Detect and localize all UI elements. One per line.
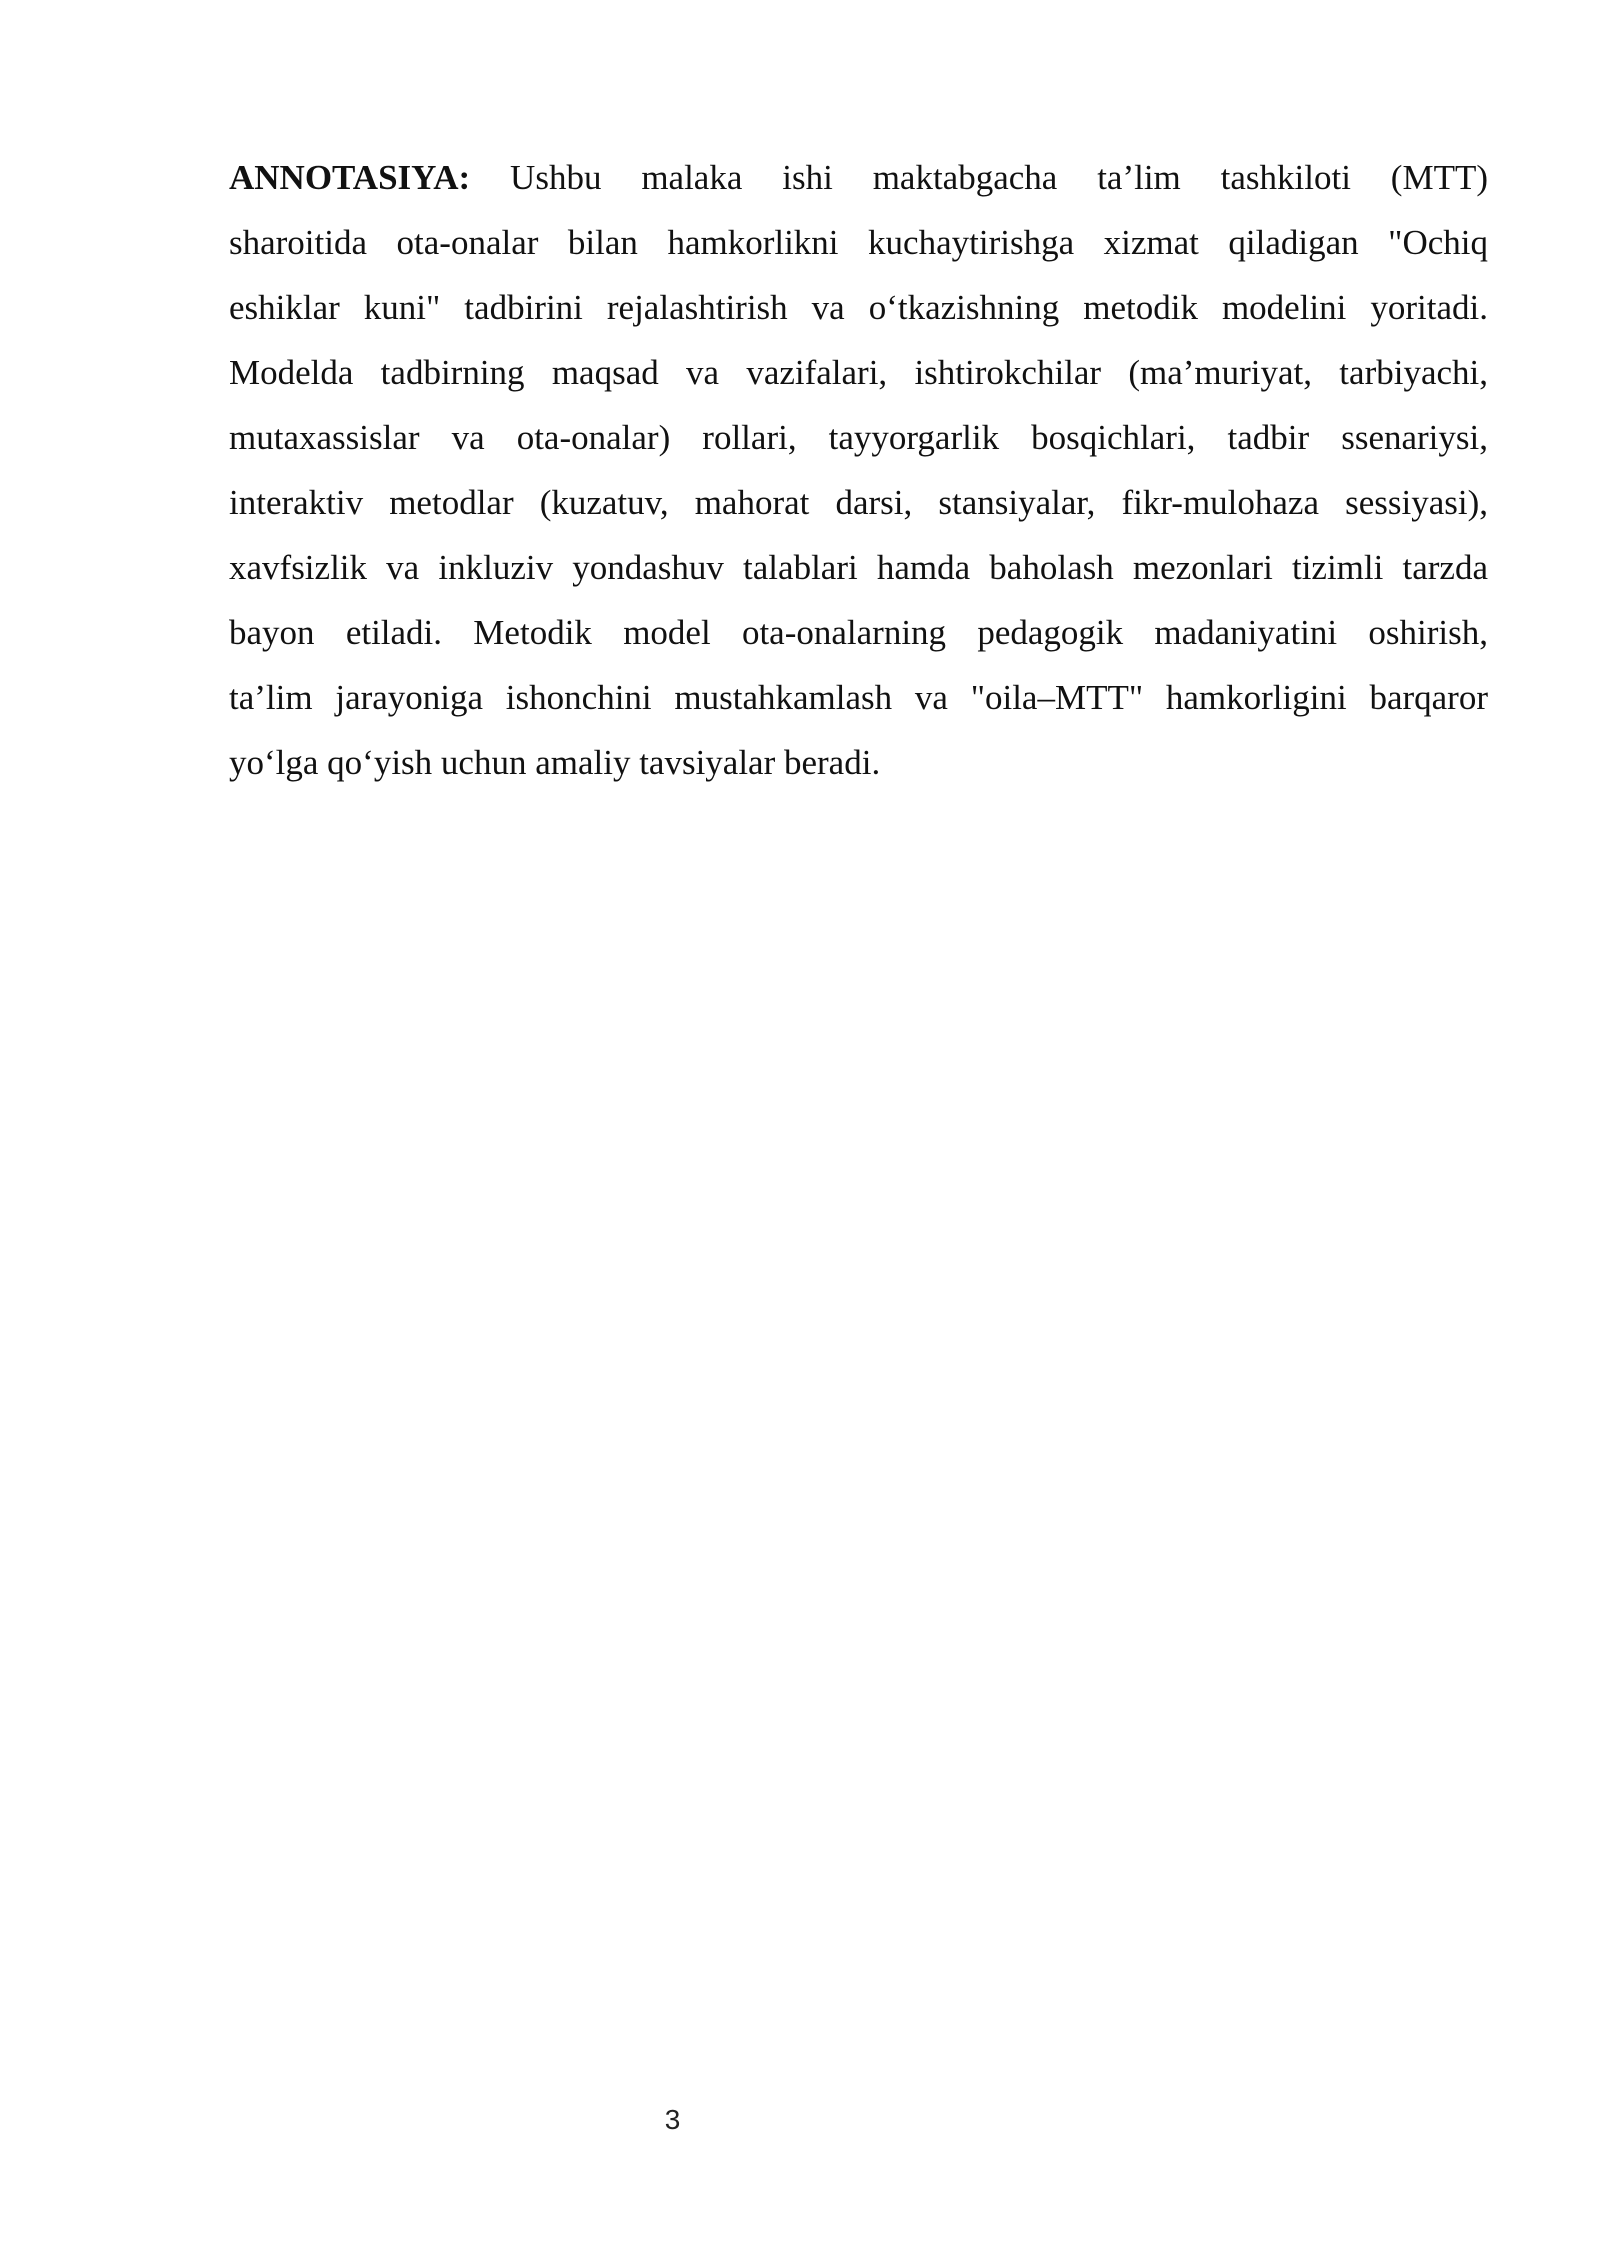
paragraph-line-3: eshiklar kuni" tadbirini rejalashtirish va o‘tkazishning metodik modelini yoritadi. — [229, 288, 1488, 327]
paragraph-line-8: bayon etiladi. Metodik model ota-onalarning pedagogik madaniyatini oshirish, — [229, 613, 1488, 652]
paragraph-line-1-text: Ushbu malaka ishi maktabgacha ta’lim tashkiloti (MTT) — [510, 158, 1488, 197]
paragraph-line-5: mutaxassislar va ota-onalar) rollari, tayyorgarlik bosqichlari, tadbir ssenariysi, — [229, 418, 1488, 457]
paragraph-line-7: xavfsizlik va inkluziv yondashuv talablari hamda baholash mezonlari tizimli tarzda — [229, 548, 1488, 587]
paragraph-line-1 — [229, 145, 1488, 210]
annotation-heading: ANNOTASIYA: — [229, 158, 471, 197]
annotation-paragraph — [229, 145, 1488, 795]
paragraph-line-6: interaktiv metodlar (kuzatuv, mahorat darsi, stansiyalar, fikr-mulohaza sessiyasi), — [229, 483, 1488, 522]
paragraph-line-4: Modelda tadbirning maqsad va vazifalari, ishtirokchilar (ma’muriyat, tarbiyachi, — [229, 353, 1488, 392]
paragraph-line-10: yo‘lga qo‘yish uchun amaliy tavsiyalar beradi. — [229, 743, 881, 782]
page-number: 3 — [664, 2104, 681, 2135]
paragraph-line-2: sharoitida ota-onalar bilan hamkorlikni kuchaytirishga xizmat qiladigan "Ochiq — [229, 223, 1488, 262]
paragraph-line-9: ta’lim jarayoniga ishonchini mustahkamlash va "oila–MTT" hamkorligini barqaror — [229, 678, 1488, 717]
